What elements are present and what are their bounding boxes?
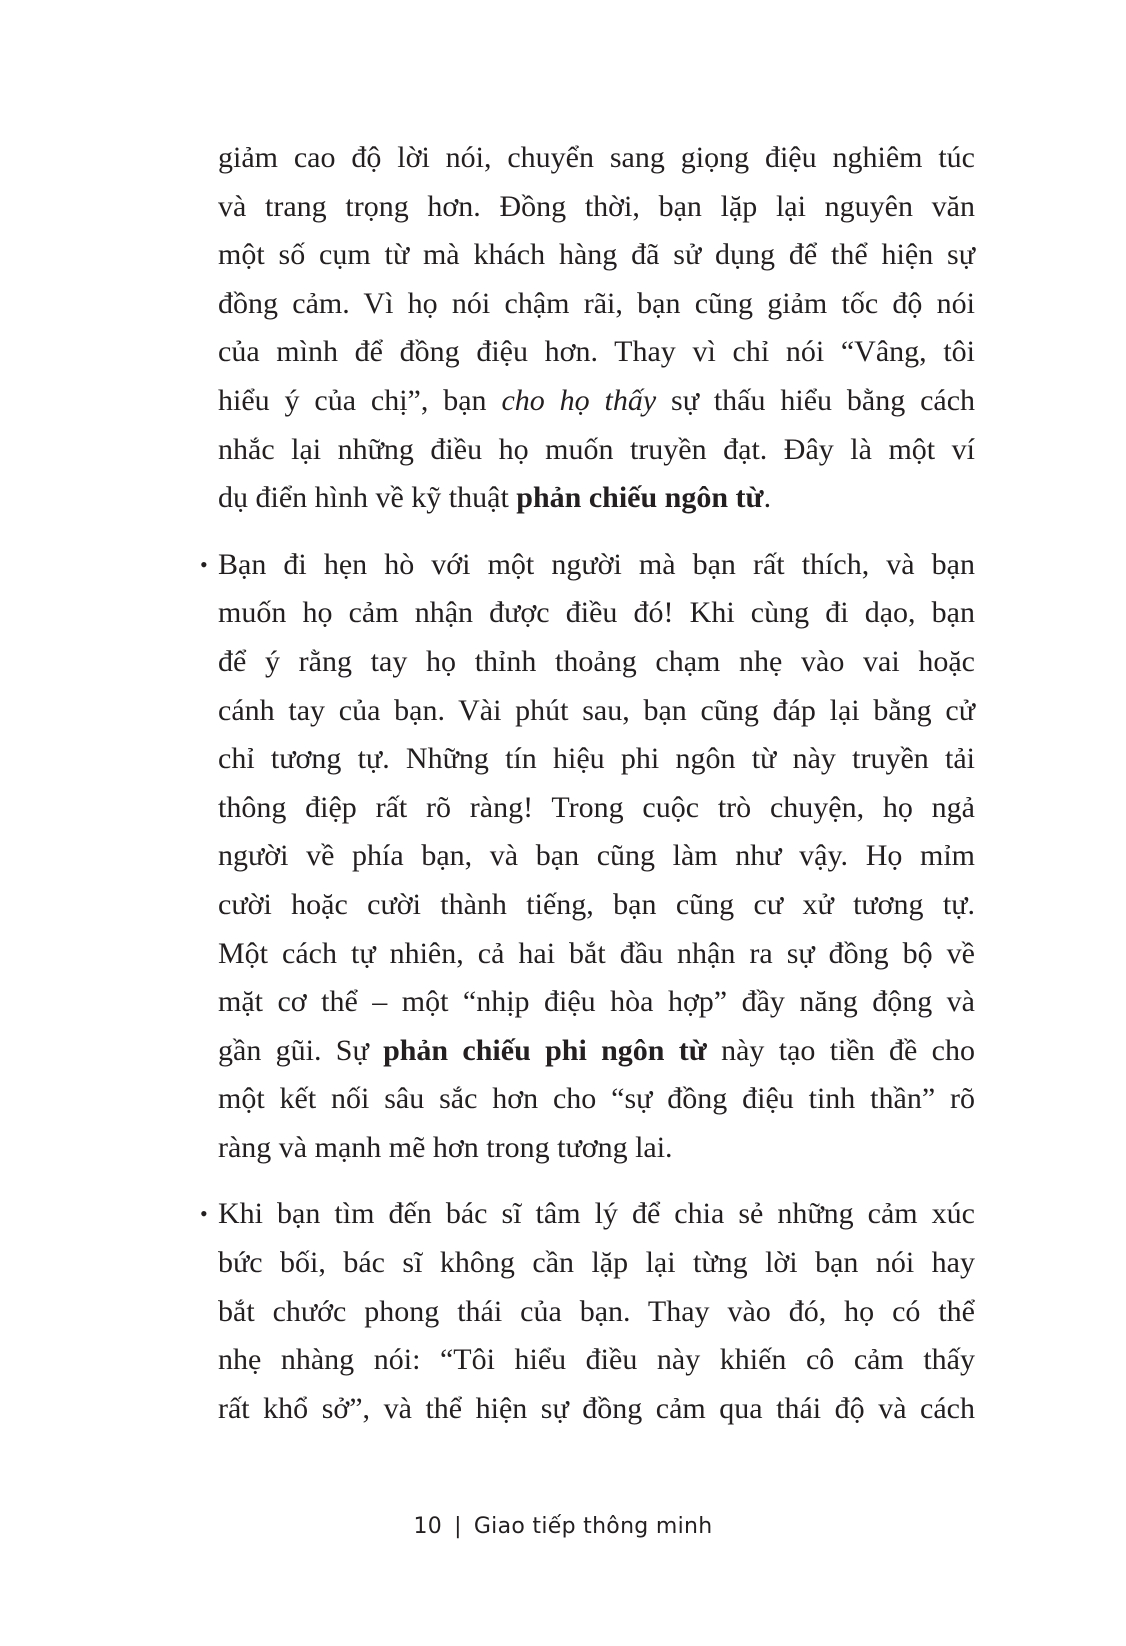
text-run: nhẹ nhàng nói: “Tôi hiểu điều này khiến cô cảm thấy <box>218 1343 975 1377</box>
text-run: và trang trọng hơn. Đồng thời, bạn lặp lại nguyên văn <box>218 189 975 223</box>
text-line <box>218 377 975 426</box>
text-run: người về phía bạn, và bạn cũng làm như vậy. Họ mỉm <box>218 839 975 873</box>
text-run: hiểu ý của chị”, bạn <box>218 383 502 417</box>
text-line <box>218 1288 975 1337</box>
text-line <box>218 134 975 183</box>
text-line <box>218 328 975 377</box>
text-line <box>218 280 975 329</box>
text-line <box>218 474 975 523</box>
text-run: muốn họ cảm nhận được điều đó! Khi cùng đi dạo, bạn <box>218 596 975 630</box>
running-title: Giao tiếp thông minh <box>473 1514 713 1539</box>
text-run: gần gũi. Sự <box>218 1033 384 1067</box>
text-line <box>218 231 975 280</box>
text-run: giảm cao độ lời nói, chuyển sang giọng điệu nghiêm túc <box>218 141 975 174</box>
text-line <box>218 784 975 833</box>
page-footer <box>0 1514 1126 1539</box>
text-run: thông điệp rất rõ ràng! Trong cuộc trò chuyện, họ ngả <box>218 790 975 824</box>
page-number: 10 <box>413 1514 443 1539</box>
text-run: . <box>763 481 772 515</box>
text-run: chỉ tương tự. Những tín hiệu phi ngôn từ này truyền tải <box>218 742 975 776</box>
text-line <box>218 1027 975 1076</box>
body-text <box>200 134 976 1433</box>
bullet-icon: • <box>200 551 208 577</box>
text-run: dụ điển hình về kỹ thuật <box>218 481 517 515</box>
text-run: đồng cảm. Vì họ nói chậm rãi, bạn cũng giảm tốc độ nói <box>218 286 975 320</box>
bold-term: phản chiếu phi ngôn từ <box>383 1033 707 1067</box>
text-line <box>218 735 975 784</box>
italic-emphasis: cho họ thấy <box>501 383 657 417</box>
text-line <box>218 541 975 590</box>
text-run: một số cụm từ mà khách hàng đã sử dụng để thể hiện sự <box>218 238 975 272</box>
text-line <box>218 930 975 979</box>
text-line <box>218 1124 975 1173</box>
text-run: một kết nối sâu sắc hơn cho “sự đồng điệu tinh thần” rõ <box>218 1082 975 1116</box>
text-line <box>218 687 975 736</box>
text-line <box>218 1190 975 1239</box>
text-run: bức bối, bác sĩ không cần lặp lại từng lời bạn nói hay <box>218 1246 975 1280</box>
text-run: cánh tay của bạn. Vài phút sau, bạn cũng đáp lại bằng cử <box>218 693 975 727</box>
text-run: Khi bạn tìm đến bác sĩ tâm lý để chia sẻ những cảm xúc <box>218 1197 975 1231</box>
bullet-item-dating-mirroring <box>200 541 975 1173</box>
footer-separator: | <box>454 1514 462 1539</box>
text-run: cười hoặc cười thành tiếng, bạn cũng cư xử tương tự. <box>218 887 975 921</box>
bold-term: phản chiếu ngôn từ <box>516 481 764 515</box>
text-line <box>218 589 975 638</box>
text-run: sự thấu hiểu bằng cách <box>656 383 976 417</box>
bullet-icon: • <box>200 1201 208 1227</box>
text-line <box>218 426 975 475</box>
text-line <box>218 1075 975 1124</box>
text-run: mặt cơ thể – một “nhịp điệu hòa hợp” đầy năng động và <box>218 985 975 1019</box>
text-line <box>218 638 975 687</box>
text-run: bắt chước phong thái của bạn. Thay vào đó, họ có thể <box>218 1294 975 1328</box>
text-run: nhắc lại những điều họ muốn truyền đạt. Đây là một ví <box>218 432 975 466</box>
text-run: này tạo tiền đề cho <box>706 1033 975 1067</box>
text-run: để ý rằng tay họ thỉnh thoảng chạm nhẹ vào vai hoặc <box>218 644 975 678</box>
text-line <box>218 978 975 1027</box>
text-line <box>218 1336 975 1385</box>
bullet-item-therapist-empathy <box>200 1190 975 1433</box>
text-line <box>218 832 975 881</box>
text-run: của mình để đồng điệu hơn. Thay vì chỉ nói “Vâng, tôi <box>218 335 975 369</box>
text-run: rất khổ sở”, và thể hiện sự đồng cảm qua thái độ và cách <box>218 1391 975 1425</box>
text-run: Một cách tự nhiên, cả hai bắt đầu nhận ra sự đồng bộ về <box>218 936 975 970</box>
text-run: ràng và mạnh mẽ hơn trong tương lai. <box>218 1130 673 1164</box>
text-line <box>218 183 975 232</box>
text-line <box>218 1239 975 1288</box>
text-line <box>218 881 975 930</box>
paragraph-continuation <box>218 134 975 523</box>
text-run: Bạn đi hẹn hò với một người mà bạn rất thích, và bạn <box>218 547 975 581</box>
text-line <box>218 1385 975 1434</box>
